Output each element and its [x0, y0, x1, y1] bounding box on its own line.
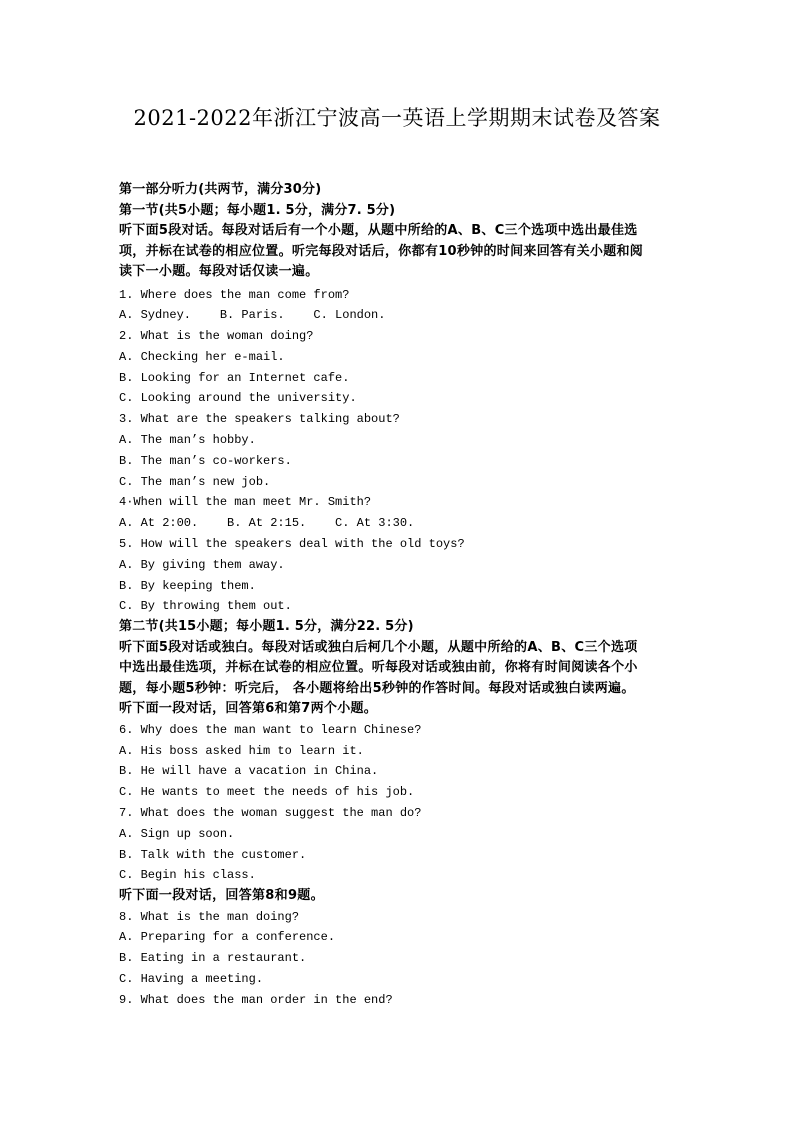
instruction-line: 听下面5段对话或独白。每段对话或独白后柯几个小题，从题中所给的A、B、C三个选项 [119, 639, 638, 655]
option-line: A. By giving them away. [119, 557, 285, 572]
section-heading: 第二节(共15小题；每小题1. 5分，满分22. 5分) [119, 619, 414, 635]
option-line: C. He wants to meet the needs of his job. [119, 785, 415, 800]
group-prompt: 听下面一段对话，回答第6和第7两个小题。 [119, 701, 378, 717]
question-line: 7. What does the woman suggest the man do? [119, 805, 422, 820]
question-line: 9. What does the man order in the end? [119, 992, 393, 1007]
section-heading: 第一节(共5小题；每小题1. 5分，满分7. 5分) [119, 202, 396, 218]
option-line: C. By throwing them out. [119, 599, 292, 614]
group-prompt: 听下面一段对话，回答第8和9题。 [119, 888, 324, 904]
instruction-line: 听下面5段对话。每段对话后有一个小题，从题中所给的A、B、C三个选项中选出最佳选 [119, 223, 638, 238]
option-line: B. The man’s co-workers. [119, 453, 292, 468]
question-line: 6. Why does the man want to learn Chinese? [119, 722, 422, 737]
option-line: A. Checking her e-mail. [119, 349, 285, 364]
document-title: 2021-2022年浙江宁波高一英语上学期期末试卷及答案 [133, 106, 661, 130]
question-line: 3. What are the speakers talking about? [119, 412, 400, 427]
part-heading: 第一部分听力(共两节，满分30分) [119, 182, 322, 197]
instruction-line: 项，并标在试卷的相应位置。听完每段对话后，你都有10秒钟的时间来回答有关小题和阅 [119, 243, 644, 259]
option-line: B. Eating in a restaurant. [119, 951, 307, 966]
option-line: C. Looking around the university. [119, 391, 357, 406]
option-line: C. The man’s new job. [119, 474, 271, 489]
instruction-line: 中选出最佳选项，并标在试卷的相应位置。听每段对话或独由前，你将有时间阅读各个小 [119, 660, 638, 676]
option-line: A. Sign up soon. [119, 826, 235, 841]
option-line: B. By keeping them. [119, 578, 256, 593]
option-line: C. Having a meeting. [119, 972, 264, 987]
question-line: 1. Where does the man come from? [119, 287, 350, 302]
option-line: B. Looking for an Internet cafe. [119, 370, 350, 385]
question-line: 2. What is the woman doing? [119, 329, 314, 344]
question-line: 5. How will the speakers deal with the old toys? [119, 537, 465, 552]
option-line: A. Preparing for a conference. [119, 930, 336, 945]
question-line: 4·When will the man meet Mr. Smith? [119, 495, 372, 510]
option-line: A. His boss asked him to learn it. [119, 743, 364, 758]
option-line: B. Talk with the customer. [119, 847, 307, 862]
option-line: A. Sydney. B. Paris. C. London. [119, 308, 386, 323]
question-line: 8. What is the man doing? [119, 909, 300, 924]
option-line: A. At 2:00. B. At 2:15. C. At 3:30. [119, 516, 415, 531]
option-line: A. The man’s hobby. [119, 433, 256, 448]
document-body [119, 180, 679, 1011]
instruction-line: 读下一小题。每段对话仅读一遍。 [119, 264, 319, 279]
instruction-line: 题，每小题5秒钟：听完后， 各小题将给出5秒钟的作答时间。每段对话或独白读两遍。 [119, 680, 635, 696]
option-line: B. He will have a vacation in China. [119, 764, 379, 779]
option-line: C. Begin his class. [119, 868, 256, 883]
